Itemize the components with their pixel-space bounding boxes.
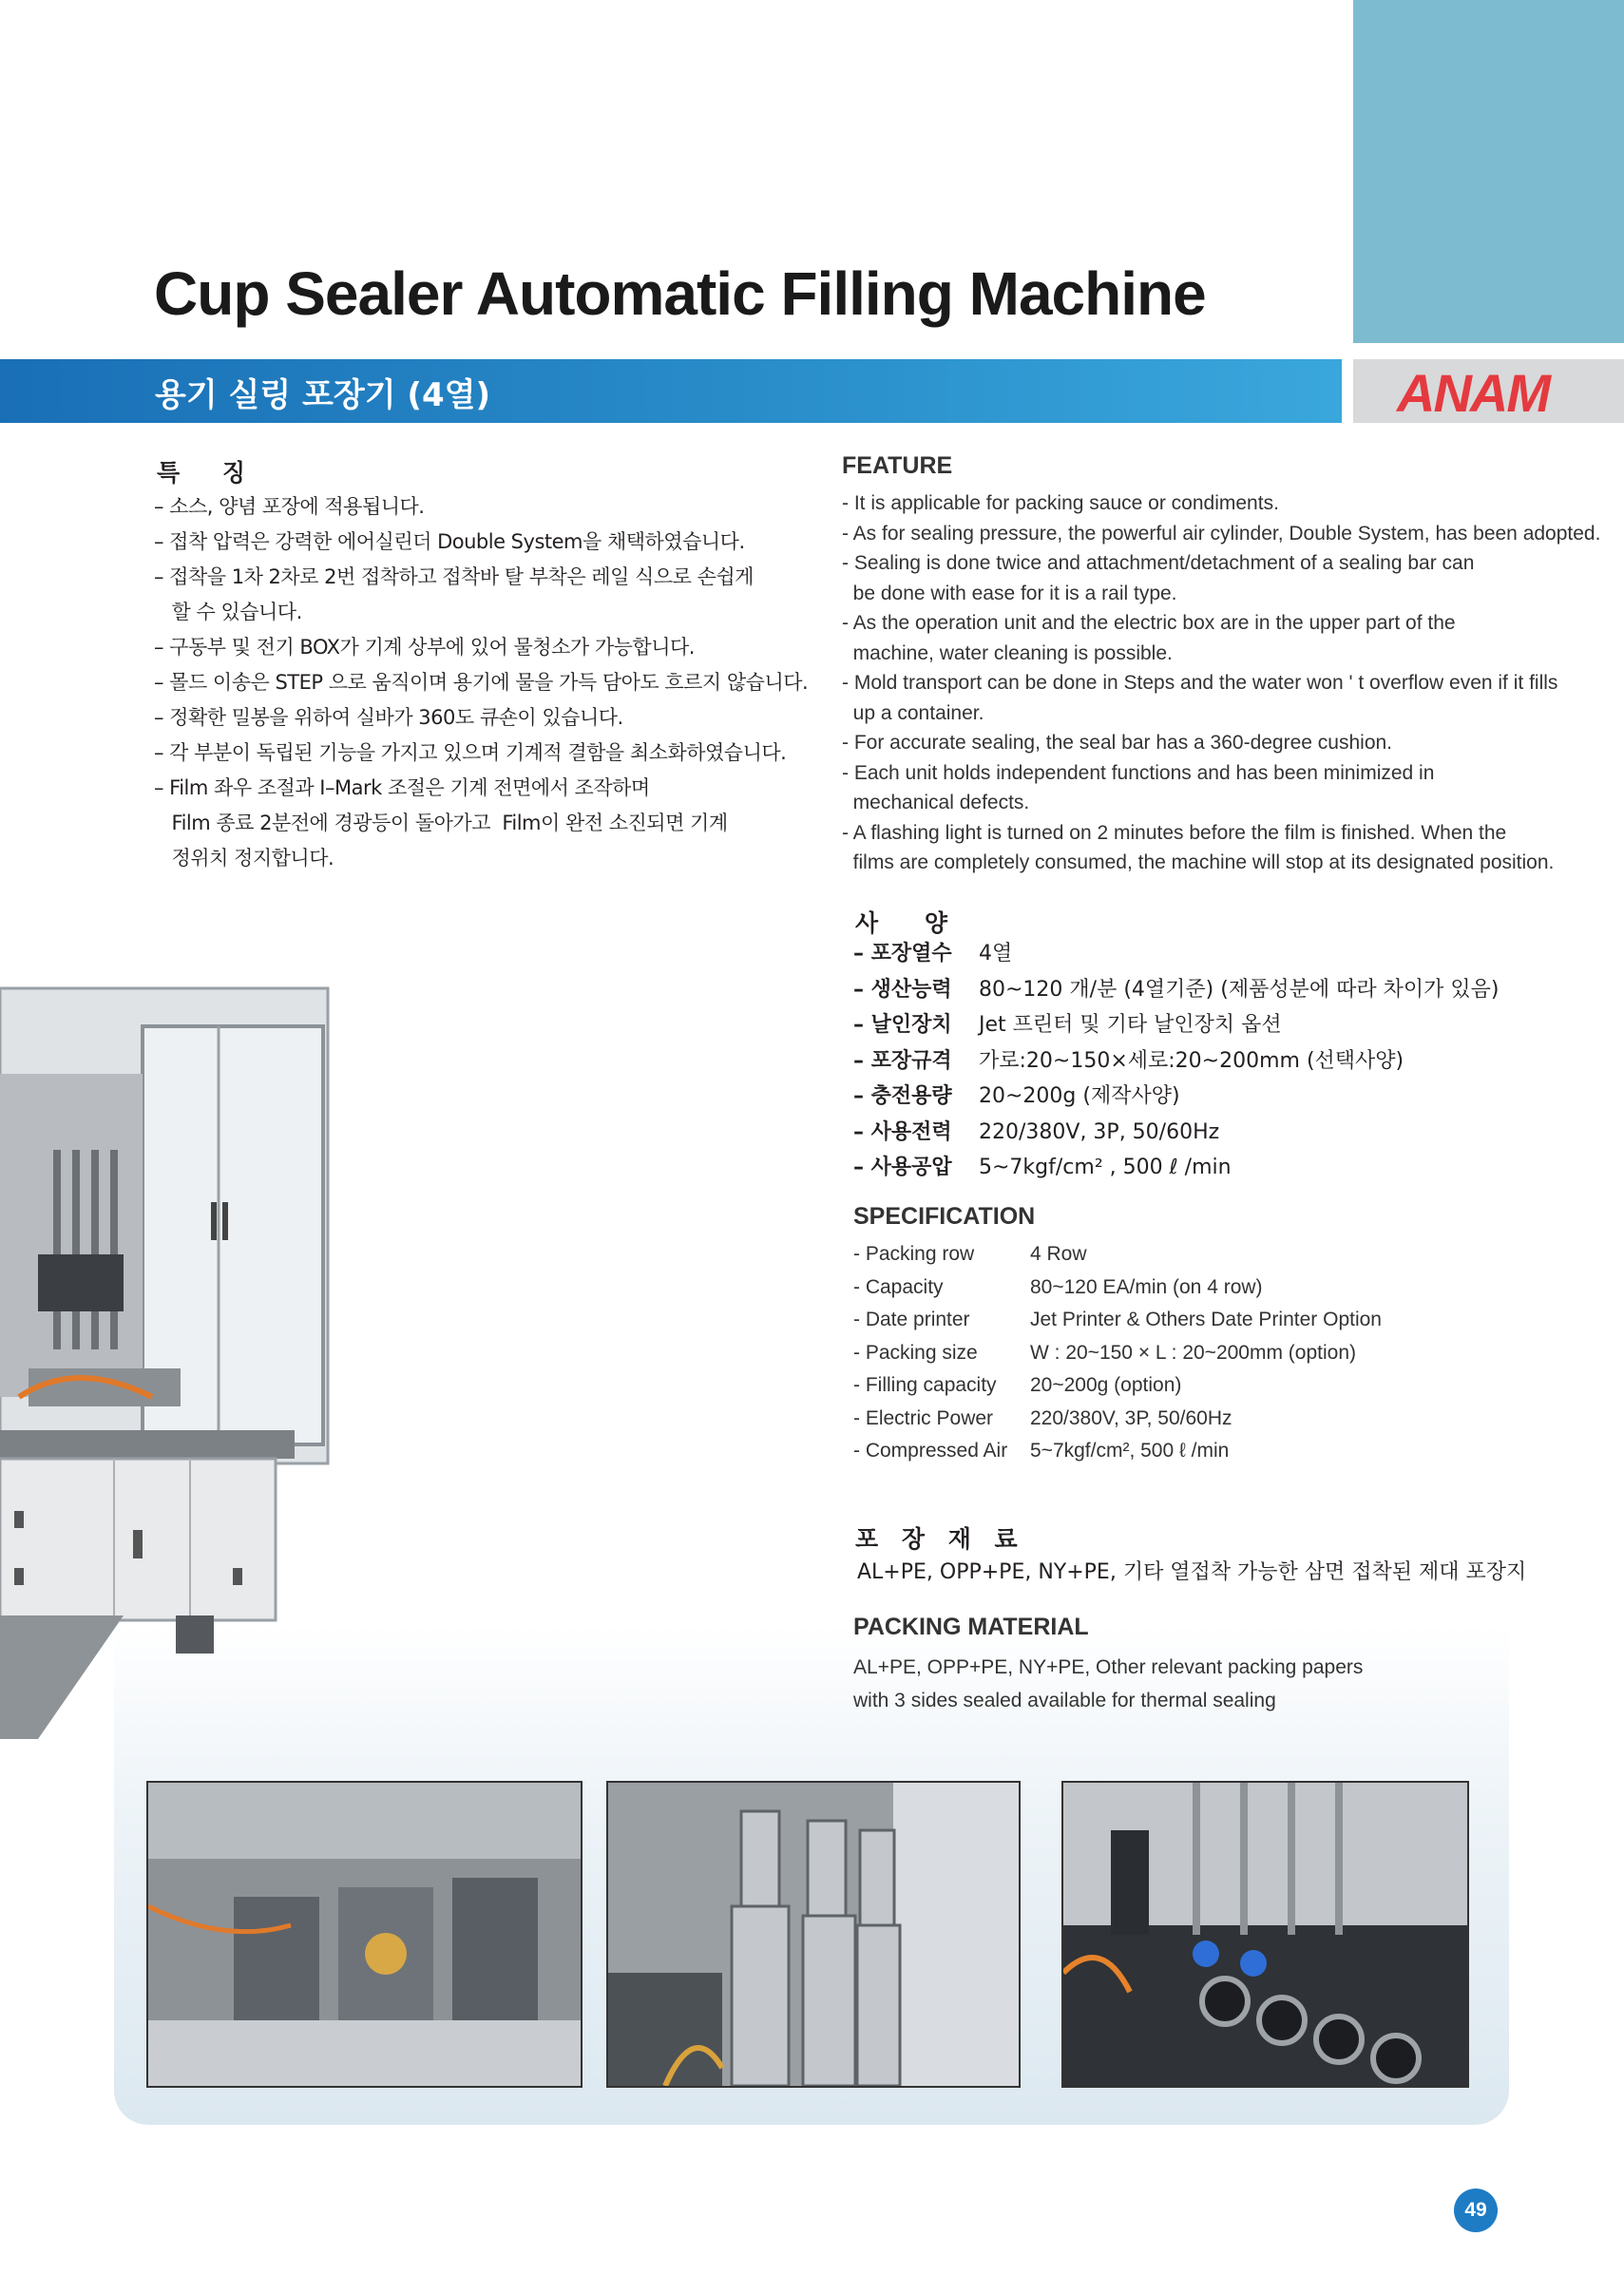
list-item: Film 종료 2분전에 경광등이 돌아가고 Film이 완전 소진되면 기계 xyxy=(154,812,728,834)
spec-key: - Compressed Air xyxy=(853,1440,1008,1462)
list-item: – 구동부 및 전기 BOX가 기계 상부에 있어 물청소가 가능합니다. xyxy=(154,636,695,659)
spec-key: – 사용공압 xyxy=(853,1156,952,1179)
spec-value: 4열 xyxy=(979,942,1013,965)
spec-value: 5~7kgf/cm² , 500 ℓ /min xyxy=(979,1156,1232,1179)
spec-key: – 충전용량 xyxy=(853,1084,952,1108)
spec-row xyxy=(853,1271,1538,1305)
list-item: - It is applicable for packing sauce or condiments. xyxy=(842,492,1279,514)
spec-row xyxy=(853,1238,1538,1271)
features-en-heading: FEATURE xyxy=(842,452,953,479)
spec-key: - Date printer xyxy=(853,1309,970,1330)
spec-key: - Capacity xyxy=(853,1275,944,1298)
subtitle-korean: 용기 실링 포장기 (4열) xyxy=(155,376,490,414)
spec-row xyxy=(853,1043,1595,1080)
list-item: – 소스, 양념 포장에 적용됩니다. xyxy=(154,495,425,518)
spec-kor-heading: 사 양 xyxy=(855,909,967,937)
top-color-block xyxy=(1353,0,1624,343)
list-item: mechanical defects. xyxy=(842,792,1030,813)
spec-value: 4 Row xyxy=(1030,1243,1087,1265)
spec-value: 20~200g (제작사양) xyxy=(979,1084,1180,1108)
spec-value: 220/380V, 3P, 50/60Hz xyxy=(1030,1406,1232,1429)
list-item: - As the operation unit and the electric box are in the upper part of the xyxy=(842,612,1456,634)
spec-row xyxy=(853,1337,1538,1370)
list-item: – Film 좌우 조절과 I–Mark 조절은 기계 전면에서 조작하며 xyxy=(154,776,650,799)
spec-row xyxy=(853,972,1595,1008)
spec-key: - Packing size xyxy=(853,1341,978,1364)
spec-key: – 사용전력 xyxy=(853,1119,952,1144)
list-item: – 몰드 이송은 STEP 으로 움직이며 용기에 물을 가득 담아도 흐르지 않습니다. xyxy=(154,671,809,694)
spec-value: 가로:20~150×세로:20~200mm (선택사양) xyxy=(979,1048,1404,1073)
spec-key: – 생산능력 xyxy=(853,977,952,1002)
detail-photo-2 xyxy=(606,1781,1021,2088)
list-item: up a container. xyxy=(842,701,984,724)
spec-value: Jet 프린터 및 기타 날인장치 옵션 xyxy=(979,1013,1282,1037)
spec-kor-list xyxy=(853,936,1595,1186)
spec-key: - Filling capacity xyxy=(853,1374,997,1396)
list-item: - As for sealing pressure, the powerful air cylinder, Double System, has been adopted. xyxy=(842,522,1601,545)
list-item: 할 수 있습니다. xyxy=(154,601,302,623)
spec-key: - Electric Power xyxy=(853,1406,994,1429)
spec-row xyxy=(853,1150,1595,1186)
detail-photo-3 xyxy=(1061,1781,1469,2088)
list-item: - Mold transport can be done in Steps and the water won ' t overflow even if it fills xyxy=(842,672,1558,694)
list-item: - A flashing light is turned on 2 minutes before the film is finished. When the xyxy=(842,821,1507,844)
page-number: 49 xyxy=(1454,2189,1498,2232)
packing-en-heading: PACKING MATERIAL xyxy=(853,1614,1089,1640)
list-item: - For accurate sealing, the seal bar has a 360-degree cushion. xyxy=(842,732,1393,754)
spec-value: 220/380V, 3P, 50/60Hz xyxy=(979,1119,1220,1144)
anam-logo: ANAM xyxy=(1397,363,1549,423)
spec-value: W : 20~150 × L : 20~200mm (option) xyxy=(1030,1341,1357,1364)
features-kor-heading: 특 징 xyxy=(157,459,263,487)
spec-value: 5~7kgf/cm², 500 ℓ /min xyxy=(1030,1440,1230,1462)
spec-value: 80~120 개/분 (4열기준) (제품성분에 따라 차이가 있음) xyxy=(979,977,1500,1002)
spec-value: 80~120 EA/min (on 4 row) xyxy=(1030,1275,1263,1298)
spec-row xyxy=(853,1403,1538,1436)
spec-row xyxy=(853,1369,1538,1403)
list-item: – 접착 압력은 강력한 에어실린더 Double System을 채택하였습니다. xyxy=(154,530,745,553)
machine-photo xyxy=(0,950,342,1758)
spec-en-heading: SPECIFICATION xyxy=(853,1203,1036,1230)
spec-value: Jet Printer & Others Date Printer Option xyxy=(1030,1309,1382,1330)
spec-row xyxy=(853,1079,1595,1115)
detail-photo-1 xyxy=(146,1781,583,2088)
list-item: films are completely consumed, the machine will stop at its designated position. xyxy=(842,851,1555,873)
spec-row xyxy=(853,1007,1595,1043)
packing-en-line: with 3 sides sealed available for thermal sealing xyxy=(853,1690,1276,1711)
list-item: – 정확한 밀봉을 위하여 실바가 360도 큐숀이 있습니다. xyxy=(154,706,623,729)
spec-row xyxy=(853,936,1595,972)
spec-key: – 날인장치 xyxy=(853,1013,952,1037)
spec-key: – 포장열수 xyxy=(853,942,952,965)
list-item: 정위치 정지합니다. xyxy=(154,847,334,870)
list-item: – 접착을 1차 2차로 2번 접착하고 접착바 탈 부착은 레일 식으로 손쉽게 xyxy=(154,565,754,588)
list-item: – 각 부분이 독립된 기능을 가지고 있으며 기계적 결함을 최소화하였습니다. xyxy=(154,741,787,764)
spec-row xyxy=(853,1115,1595,1151)
spec-key: - Packing row xyxy=(853,1243,975,1265)
packing-kor-heading: 포 장 재 료 xyxy=(855,1525,1025,1553)
list-item: - Sealing is done twice and attachment/detachment of a sealing bar can xyxy=(842,552,1475,574)
spec-value: 20~200g (option) xyxy=(1030,1374,1182,1396)
packing-en-text xyxy=(853,1651,1519,1717)
features-en-list xyxy=(842,488,1601,878)
features-kor-list xyxy=(154,489,819,876)
list-item: - Each unit holds independent functions and has been minimized in xyxy=(842,761,1435,784)
spec-row xyxy=(853,1304,1538,1337)
list-item: be done with ease for it is a rail type. xyxy=(842,582,1177,604)
spec-key: – 포장규격 xyxy=(853,1048,952,1073)
spec-row xyxy=(853,1435,1538,1468)
packing-kor-text: AL+PE, OPP+PE, NY+PE, 기타 열접착 가능한 삼면 접착된 제대 포장지 xyxy=(857,1560,1527,1584)
page-title: Cup Sealer Automatic Filling Machine xyxy=(154,259,1206,328)
packing-en-line: AL+PE, OPP+PE, NY+PE, Other relevant packing papers xyxy=(853,1656,1364,1678)
spec-en-list xyxy=(853,1238,1538,1468)
list-item: machine, water cleaning is possible. xyxy=(842,641,1173,664)
